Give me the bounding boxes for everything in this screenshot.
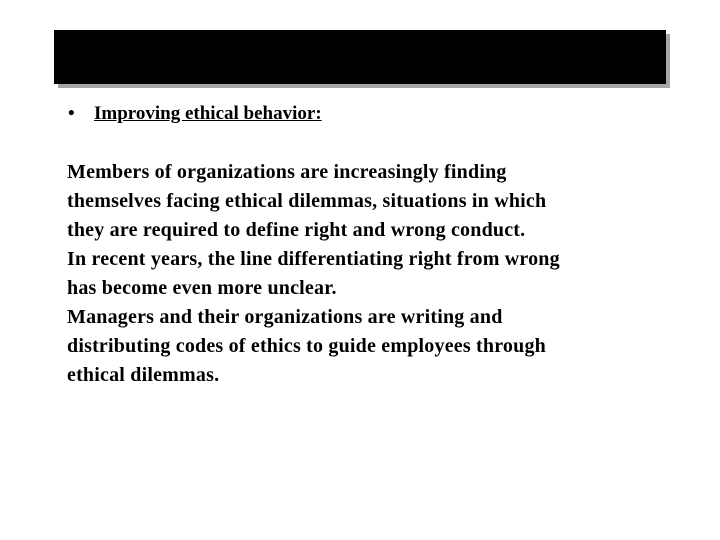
bullet-heading: Improving ethical behavior: [94, 103, 322, 124]
body-line: In recent years, the line differentiating right from wrong [67, 248, 560, 270]
body-line: distributing codes of ethics to guide employees through [67, 335, 546, 357]
body-line: Members of organizations are increasingly finding [67, 161, 507, 183]
body-line: they are required to define right and wrong conduct. [67, 219, 526, 241]
body-line: has become even more unclear. [67, 277, 337, 299]
bullet-marker: • [68, 103, 75, 124]
bullet-heading-row [68, 103, 322, 125]
title-bar [54, 30, 666, 84]
body-paragraph [67, 158, 667, 390]
body-line: ethical dilemmas. [67, 364, 220, 386]
body-line: Managers and their organizations are writing and [67, 306, 503, 328]
body-line: themselves facing ethical dilemmas, situations in which [67, 190, 547, 212]
